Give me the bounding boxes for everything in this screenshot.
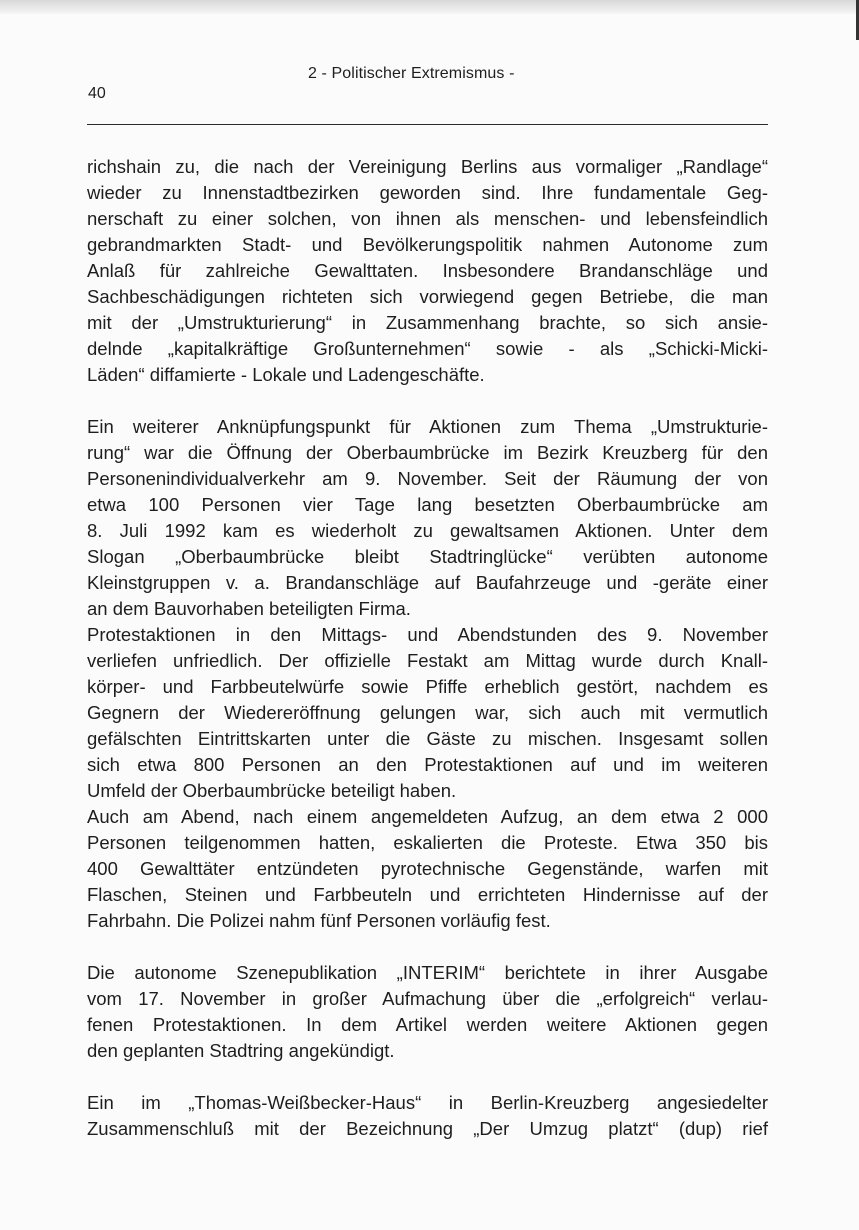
text-line: etwa 100 Personen vier Tage lang besetzten Oberbaumbrücke am (87, 494, 768, 515)
text-line: wieder zu Innenstadtbezirken geworden sind. Ihre fundamentale Geg- (87, 182, 768, 203)
text-line: Kleinstgruppen v. a. Brandanschläge auf Baufahrzeuge und -geräte einer (87, 572, 768, 593)
text-line: Zusammenschluß mit der Bezeichnung „Der Umzug platzt“ (dup) rief (87, 1118, 768, 1139)
text-line: Slogan „Oberbaumbrücke bleibt Stadtringlücke“ verübten autonome (87, 546, 768, 567)
paragraph-gap (87, 1064, 768, 1090)
text-line: Flaschen, Steinen und Farbbeuteln und errichteten Hindernisse auf der (87, 884, 768, 905)
text-line: rung“ war die Öffnung der Oberbaumbrücke im Bezirk Kreuzberg für den (87, 442, 768, 463)
text-line: 400 Gewalttäter entzündeten pyrotechnische Gegenstände, warfen mit (87, 858, 768, 879)
text-line: Anlaß für zahlreiche Gewalttaten. Insbesondere Brandanschläge und (87, 260, 768, 281)
text-line: sich etwa 800 Personen an den Protestaktionen auf und im weiteren (87, 754, 768, 775)
text-line: nerschaft zu einer solchen, von ihnen als menschen- und lebensfeindlich (87, 208, 768, 229)
running-header: 2 - Politischer Extremismus - (308, 65, 515, 82)
text-line: Fahrbahn. Die Polizei nahm fünf Personen vorläufig fest. (87, 910, 551, 931)
text-line: Auch am Abend, nach einem angemeldeten Aufzug, an dem etwa 2 000 (87, 806, 768, 827)
paragraph-6 (87, 1090, 768, 1142)
paragraph-2 (87, 414, 768, 622)
text-line: Die autonome Szenepublikation „INTERIM“ berichtete in ihrer Ausgabe (87, 962, 768, 983)
text-line: Gegnern der Wiedereröffnung gelungen war, sich auch mit vermutlich (87, 702, 768, 723)
text-line: fenen Protestaktionen. In dem Artikel werden weitere Aktionen gegen (87, 1014, 768, 1035)
body-text (87, 154, 768, 1142)
text-line: delnde „kapitalkräftige Großunternehmen“ sowie - als „Schicki-Micki- (87, 338, 768, 359)
scan-edge-top (0, 0, 859, 14)
text-line: gefälschten Eintrittskarten unter die Gäste zu mischen. Insgesamt sollen (87, 728, 768, 749)
text-line: an dem Bauvorhaben beteiligten Firma. (87, 598, 411, 619)
page-number: 40 (88, 85, 106, 102)
text-line: vom 17. November in großer Aufmachung über die „erfolgreich“ verlau- (87, 988, 768, 1009)
text-line: Sachbeschädigungen richteten sich vorwiegend gegen Betriebe, die man (87, 286, 768, 307)
text-line: 8. Juli 1992 kam es wiederholt zu gewaltsamen Aktionen. Unter dem (87, 520, 768, 541)
text-line: Protestaktionen in den Mittags- und Abendstunden des 9. November (87, 624, 768, 645)
text-line: Läden“ diffamierte - Lokale und Ladengeschäfte. (87, 364, 485, 385)
text-line: verliefen unfriedlich. Der offizielle Festakt am Mittag wurde durch Knall- (87, 650, 768, 671)
text-line: gebrandmarkten Stadt- und Bevölkerungspolitik nahmen Autonome zum (87, 234, 768, 255)
text-line: richshain zu, die nach der Vereinigung Berlins aus vormaliger „Randlage“ (87, 156, 768, 177)
text-line: Umfeld der Oberbaumbrücke beteiligt haben. (87, 780, 457, 801)
header-rule (87, 124, 768, 125)
text-line: Personenindividualverkehr am 9. November. Seit der Räumung der von (87, 468, 768, 489)
text-line: den geplanten Stadtring angekündigt. (87, 1040, 395, 1061)
paragraph-gap (87, 388, 768, 414)
paragraph-gap (87, 934, 768, 960)
text-line: Ein im „Thomas-Weißbecker-Haus“ in Berlin-Kreuzberg angesiedelter (87, 1092, 768, 1113)
paragraph-5 (87, 960, 768, 1064)
text-line: mit der „Umstrukturierung“ in Zusammenhang brachte, so sich ansie- (87, 312, 768, 333)
paragraph-1 (87, 154, 768, 388)
text-line: Personen teilgenommen hatten, eskalierten die Proteste. Etwa 350 bis (87, 832, 768, 853)
text-line: körper- und Farbbeutelwürfe sowie Pfiffe erheblich gestört, nachdem es (87, 676, 768, 697)
text-line: Ein weiterer Anknüpfungspunkt für Aktionen zum Thema „Umstrukturie- (87, 416, 768, 437)
paragraph-3 (87, 622, 768, 804)
paragraph-4 (87, 804, 768, 934)
